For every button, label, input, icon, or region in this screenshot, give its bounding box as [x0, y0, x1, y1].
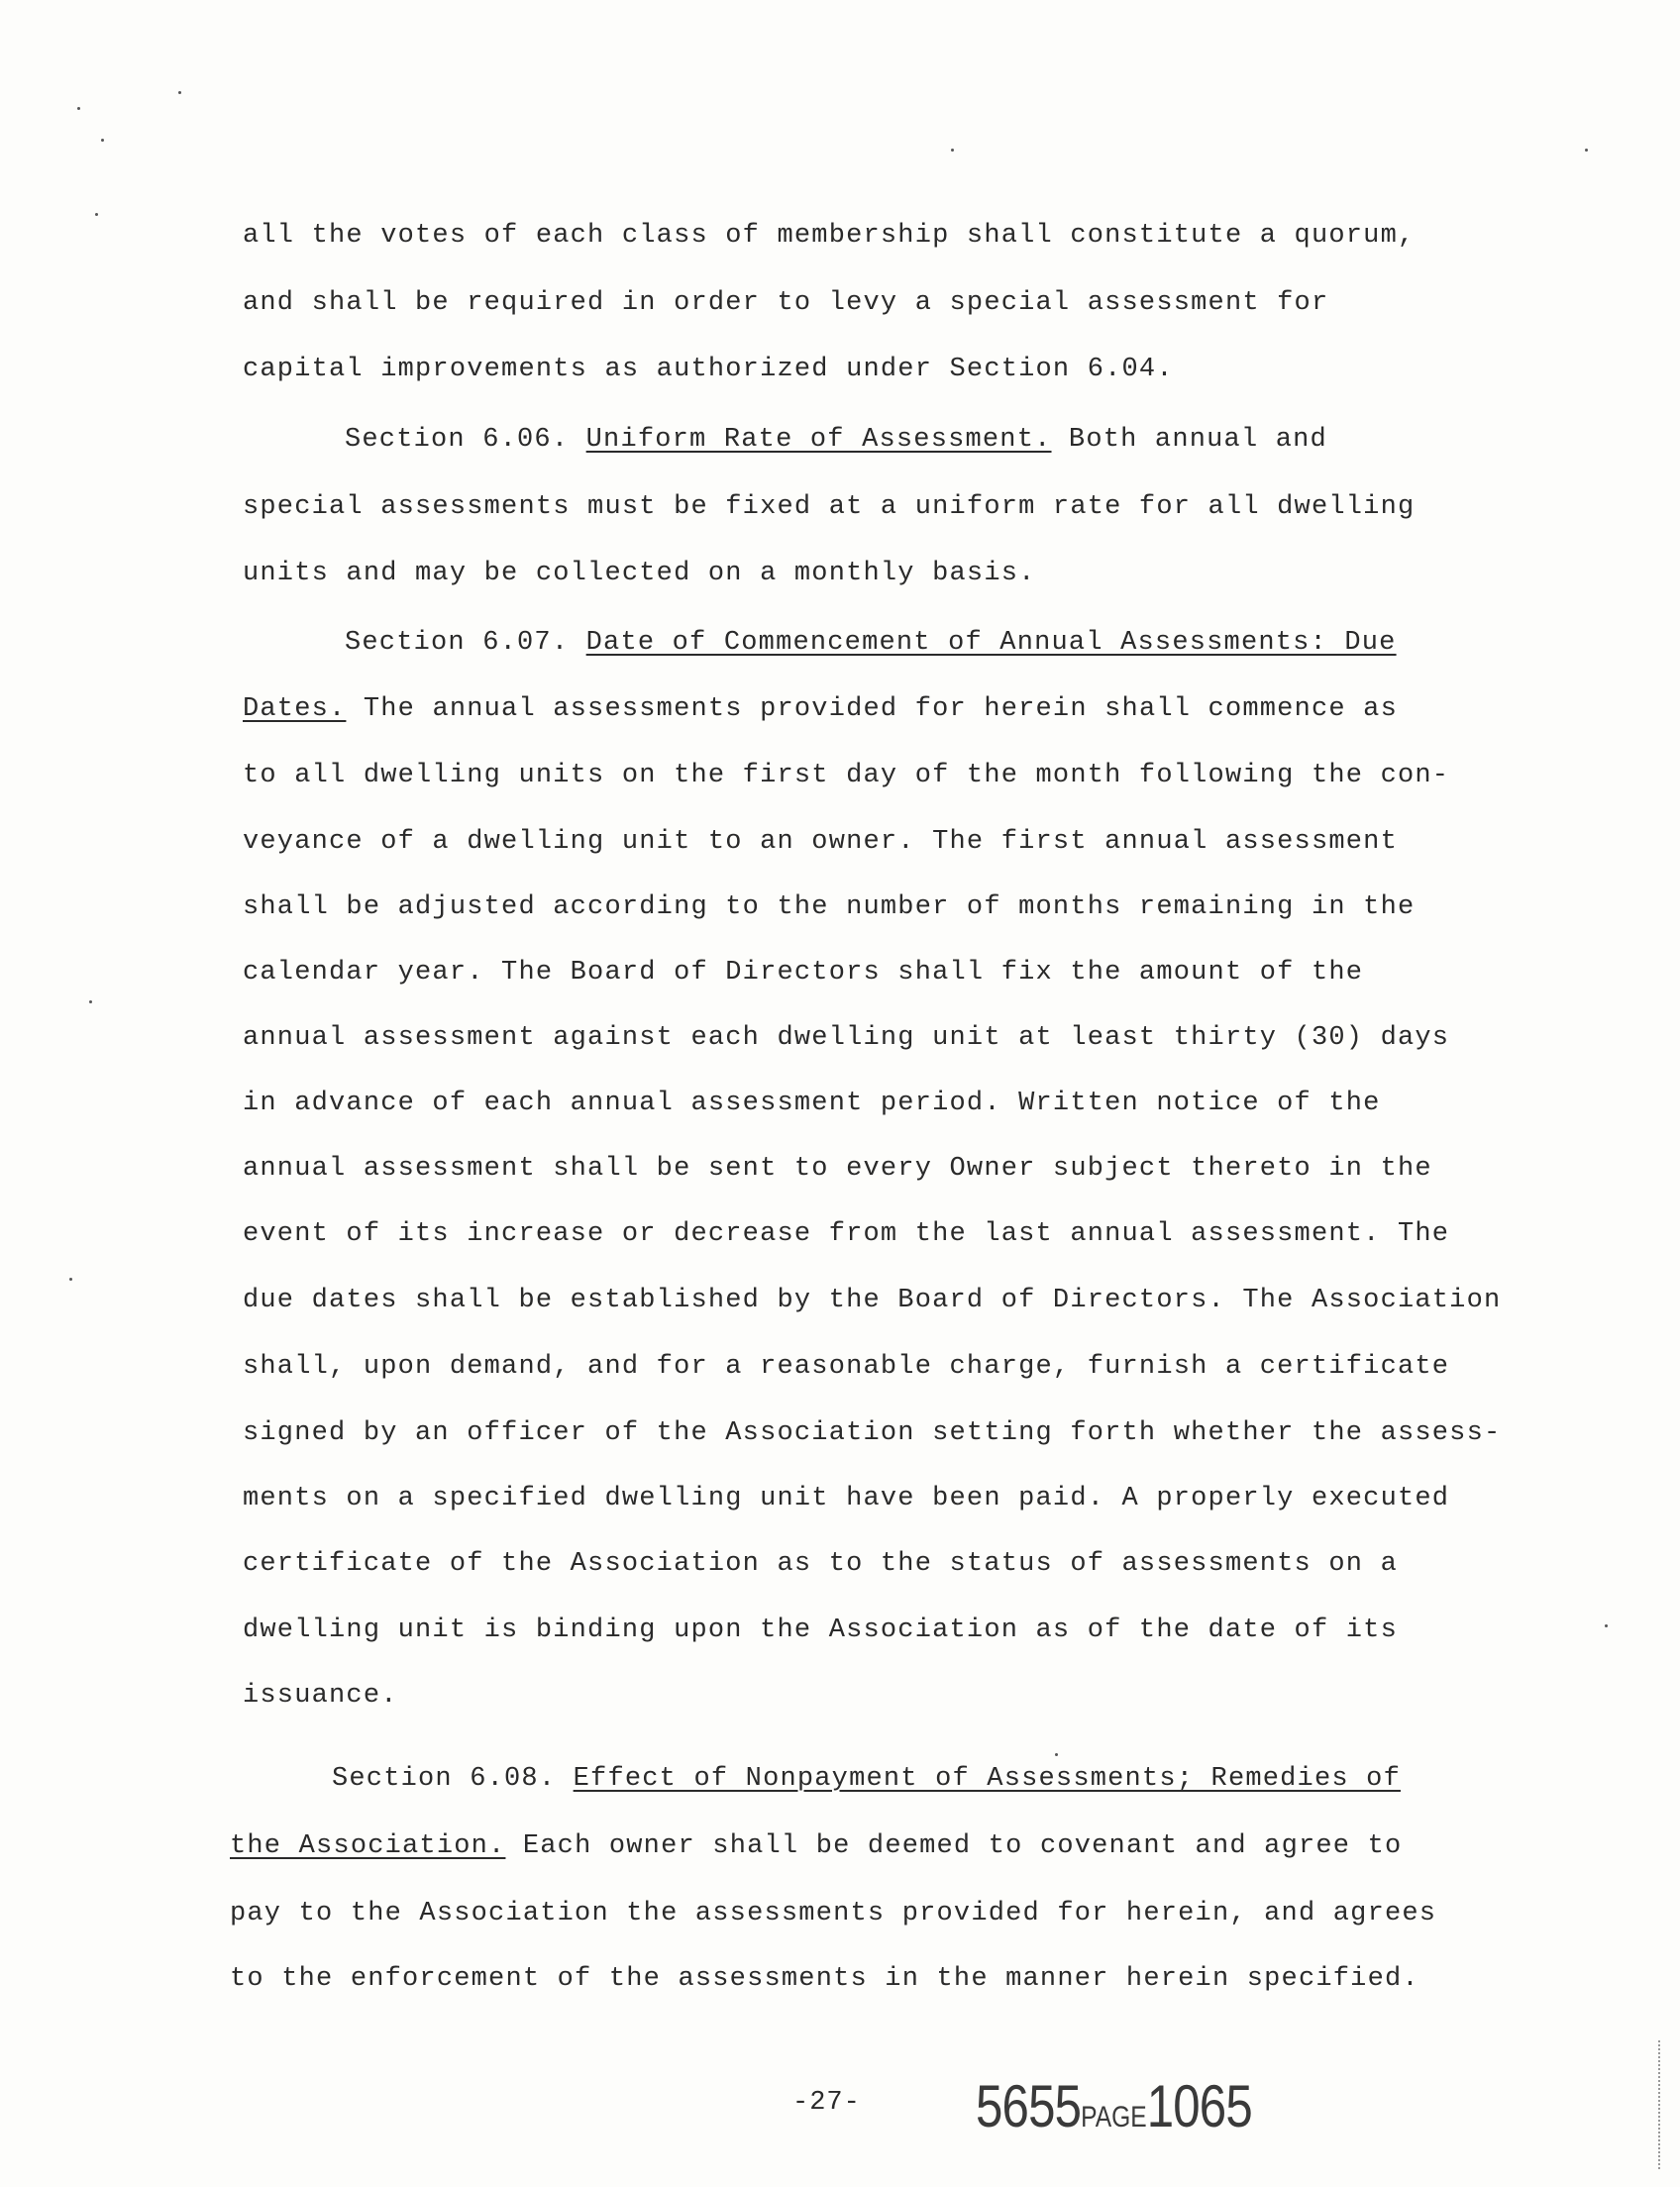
text-line: all the votes of each class of membership shall constitute a quorum,	[243, 221, 1416, 251]
recording-stamp	[976, 2072, 1252, 2140]
text-line: pay to the Association the assessments provided for herein, and agrees	[230, 1899, 1437, 1928]
section-title: Date of Commencement of Annual Assessments: Due	[585, 628, 1397, 658]
text-line: annual assessment against each dwelling unit at least thirty (30) days	[243, 1023, 1450, 1053]
text-line: capital improvements as authorized under Section 6.04.	[243, 355, 1174, 384]
text-line: calendar year. The Board of Directors shall fix the amount of the	[243, 958, 1364, 988]
section-607-heading-cont	[243, 693, 1398, 725]
section-606-heading	[345, 424, 1327, 456]
text-line: to all dwelling units on the first day of the month following the con-	[243, 761, 1450, 790]
section-number: Section 6.06.	[345, 425, 570, 455]
text-line: ments on a specified dwelling unit have been paid. A properly executed	[243, 1484, 1450, 1513]
scan-speck	[951, 149, 954, 152]
section-608-heading-cont	[230, 1830, 1402, 1862]
text-line: Each owner shall be deemed to covenant and agree to	[522, 1831, 1403, 1861]
text-line: to the enforcement of the assessments in the manner herein specified.	[230, 1964, 1419, 1994]
text-line: veyance of a dwelling unit to an owner. The first annual assessment	[243, 827, 1398, 857]
text-line: and shall be required in order to levy a special assessment for	[243, 288, 1329, 318]
text-line: shall, upon demand, and for a reasonable charge, furnish a certificate	[243, 1352, 1450, 1382]
text-line: certificate of the Association as to the status of assessments on a	[243, 1549, 1398, 1579]
page-number: -27-	[792, 2088, 861, 2118]
section-title: Effect of Nonpayment of Assessments; Remedies of	[573, 1764, 1401, 1794]
text-line: in advance of each annual assessment period. Written notice of the	[243, 1089, 1381, 1118]
text-line: due dates shall be established by the Board of Directors. The Association	[243, 1286, 1502, 1315]
text-line: The annual assessments provided for herein shall commence as	[363, 694, 1398, 724]
text-line: dwelling unit is binding upon the Association as of the date of its	[243, 1615, 1398, 1645]
scan-speck	[1585, 149, 1588, 152]
scan-speck	[77, 107, 80, 110]
text-line: signed by an officer of the Association setting forth whether the assess-	[243, 1418, 1502, 1448]
scan-speck	[178, 91, 181, 94]
section-608-heading	[332, 1763, 1401, 1795]
text-line: annual assessment shall be sent to every Owner subject thereto in the	[243, 1154, 1432, 1184]
scan-speck	[101, 139, 104, 142]
section-number: Section 6.08.	[332, 1764, 557, 1794]
scan-speck	[89, 1000, 92, 1003]
section-title: Dates.	[243, 694, 347, 724]
text-line: issuance.	[243, 1681, 398, 1711]
stamp-book: 5655	[976, 2073, 1082, 2139]
stamp-page-label: PAGE	[1081, 2101, 1147, 2134]
text-line: shall be adjusted according to the number of months remaining in the	[243, 892, 1416, 922]
section-number: Section 6.07.	[345, 628, 570, 658]
text-line: units and may be collected on a monthly basis.	[243, 559, 1036, 588]
section-title: Uniform Rate of Assessment.	[585, 425, 1052, 455]
section-607-heading	[345, 627, 1397, 659]
scan-speck	[69, 1278, 72, 1281]
text-line: Both annual and	[1068, 425, 1327, 455]
scan-edge-marks	[1658, 2040, 1662, 2169]
text-line: special assessments must be fixed at a uniform rate for all dwelling	[243, 492, 1416, 522]
section-title: the Association.	[230, 1831, 506, 1861]
scan-speck	[1605, 1624, 1608, 1627]
scan-speck	[1055, 1753, 1058, 1756]
stamp-page: 1065	[1146, 2073, 1252, 2139]
scan-speck	[95, 213, 98, 216]
text-line: event of its increase or decrease from the last annual assessment. The	[243, 1219, 1450, 1249]
